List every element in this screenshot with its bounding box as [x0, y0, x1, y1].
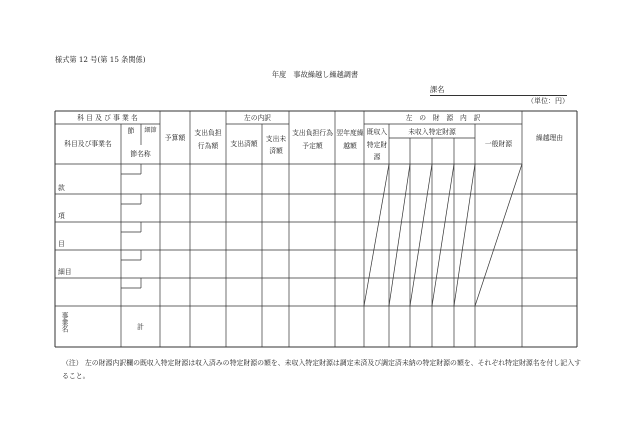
total-label: 計 [137, 323, 144, 331]
carryover-label: 翌年度繰越額 [336, 129, 364, 150]
project-name-label: 事業名 [60, 312, 68, 333]
unpaid-label: 支出未済額 [265, 135, 287, 155]
row-label-kou: 項 [58, 212, 65, 220]
funding-breakdown-label: 左 の 財 源 内 訳 [405, 114, 481, 122]
row-label-kan: 款 [58, 184, 65, 192]
paid-label: 支出済額 [230, 140, 258, 148]
carryover-reason-label: 繰越理由 [535, 134, 564, 142]
breakdown-label: 左の内訳 [243, 114, 272, 122]
setsu-label: 節 [127, 127, 135, 135]
spend-plan-label: 支出負担行為額 [194, 129, 222, 150]
item-subheader: 科目及び事業名 [64, 140, 112, 148]
setsu-name-label: 節名称 [130, 150, 151, 158]
item-header: 科 目 及 び 事 業 名 [77, 114, 138, 122]
unreceived-funds-label: 未収入特定財源 [408, 128, 456, 136]
general-funds-label: 一般財源 [484, 140, 513, 148]
department-label: 課名 [430, 85, 445, 94]
row-label-saimoku: 細目 [58, 268, 72, 276]
spend-due-label: 支出負担行為予定額 [292, 129, 333, 150]
budget-label: 予算額 [164, 134, 186, 142]
saimoku-label: 細節 [144, 127, 157, 134]
document-title: 年度 事故繰越し繰越調書 [271, 70, 359, 79]
unit-label: （単位：円） [527, 97, 569, 105]
form-number: 様式第 12 号(第 15 条関係) [55, 55, 146, 64]
row-label-moku: 目 [58, 240, 65, 248]
received-funds-label: 既収入特定財源 [366, 128, 388, 161]
footnote: （注） 左の財源内訳欄の既収入特定財源は収入済みの特定財源の額を、未収入特定財源は調定未済及び調定済未納の特定財源の額を、それぞれ特定財源名を付し記入すること。 [62, 359, 581, 380]
